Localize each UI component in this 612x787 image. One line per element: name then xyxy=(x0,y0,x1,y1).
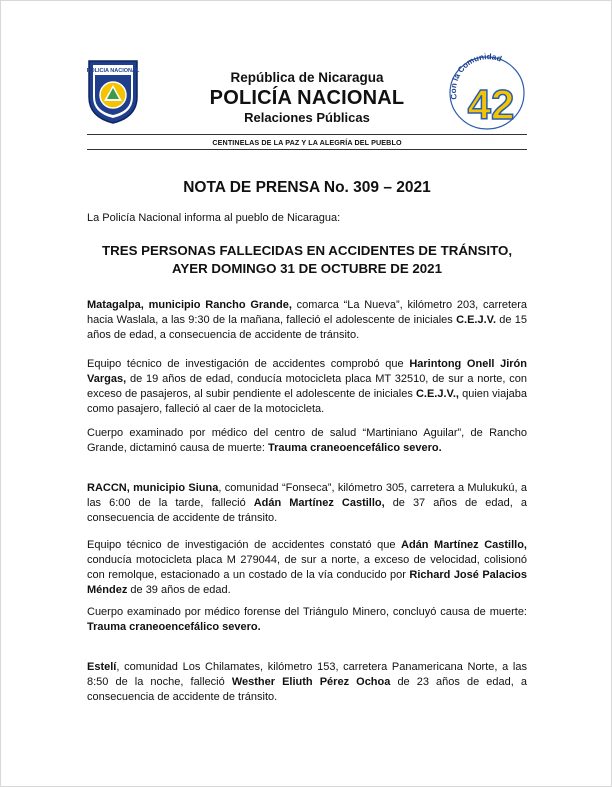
p5-bold-2: Richard José Palacios Méndez xyxy=(87,569,527,596)
p4-bold-1: Adán Martínez Castillo, xyxy=(253,497,385,509)
p2-text-2: de 19 años de edad, conducía motocicleta placa MT 32510, de sur a norte, con exceso de pasajeros, al subir pendiente el adolescente de iniciales xyxy=(87,373,527,400)
header-rule-top xyxy=(87,134,527,135)
p2-text-1: Equipo técnico de investigación de accidentes comprobó que xyxy=(87,358,410,370)
paragraph-investigation-1 xyxy=(87,357,527,417)
p7-text-2: de 23 años de edad, a consecuencia de accidente de tránsito. xyxy=(87,676,527,703)
p1-lead: Matagalpa, municipio Rancho Grande, xyxy=(87,299,292,311)
header-rule-bottom xyxy=(87,149,527,150)
header-motto: CENTINELAS DE LA PAZ Y LA ALEGRÍA DEL PUEBLO xyxy=(212,138,402,147)
anniversary-number: 42 xyxy=(467,81,515,128)
p7-bold-1: Westher Eliuth Pérez Ochoa xyxy=(231,676,391,688)
paragraph-esteli xyxy=(87,660,527,705)
paragraph-cause-2 xyxy=(87,605,527,635)
p1-text-1: comarca “La Nueva”, kilómetro 203, carretera hacia Waslala, a las 9:30 de la mañana, falleció el adolescente de iniciales xyxy=(87,299,527,326)
intro-line: La Policía Nacional informa al pueblo de Nicaragua: xyxy=(87,212,341,224)
p3-text-1: Cuerpo examinado por médico del centro de salud “Martiniano Aguilar”, de Rancho Grande, dictaminó causa de muerte: xyxy=(87,427,527,454)
paragraph-matagalpa xyxy=(87,298,527,343)
p2-bold-2: C.E.J.V., xyxy=(415,388,459,400)
p5-text-1: Equipo técnico de investigación de accidentes constató que xyxy=(87,539,401,551)
headline xyxy=(87,242,527,278)
p7-lead: Estelí xyxy=(87,661,117,673)
headline-line-1: TRES PERSONAS FALLECIDAS EN ACCIDENTES DE TRÁNSITO, xyxy=(101,243,513,258)
p5-text-2: conducía motocicleta placa M 279044, de sur a norte, a exceso de velocidad, colisionó con remolque, estacionado a un costado de la vía conducido por xyxy=(87,554,527,581)
paragraph-raccn xyxy=(87,481,527,526)
p5-bold-1: Adán Martínez Castillo, xyxy=(401,539,527,551)
p7-text-1: , comunidad Los Chilamates, kilómetro 153, carretera Panamericana Norte, a las 8:50 de la noche, falleció xyxy=(87,661,527,688)
p4-text-2: de 37 años de edad, a consecuencia de accidente de tránsito. xyxy=(87,497,527,524)
p3-bold-1: Trauma craneoencefálico severo. xyxy=(267,442,442,454)
p6-bold-1: Trauma craneoencefálico severo. xyxy=(87,621,261,633)
p1-text-2: de 15 años de edad, a consecuencia de accidente de tránsito. xyxy=(87,314,527,341)
paragraph-investigation-2 xyxy=(87,538,527,598)
anniversary-42-logo xyxy=(447,53,527,133)
p4-lead: RACCN, municipio Siuna xyxy=(87,482,219,494)
p2-bold-1: Harintong Onell Jirón Vargas, xyxy=(87,358,527,385)
header-org: POLICÍA NACIONAL xyxy=(209,87,405,109)
headline-line-2: AYER DOMINGO 31 DE OCTUBRE DE 2021 xyxy=(172,261,442,276)
header-department: Relaciones Públicas xyxy=(244,110,370,125)
press-release-title: NOTA DE PRENSA No. 309 – 2021 xyxy=(183,179,431,196)
police-shield-logo xyxy=(85,57,141,125)
p4-text-1: , comunidad “Fonseca”, kilómetro 305, carretera a Mulukukú, a las 6:00 de la tarde, falleció xyxy=(87,482,528,509)
shield-logo-text: POLICIA NACIONAL xyxy=(86,68,140,74)
p6-text-1: Cuerpo examinado por médico forense del Triángulo Minero, concluyó causa de muerte: xyxy=(87,606,527,618)
p2-text-3: quien viajaba como pasajero, falleció al caer de la motocicleta. xyxy=(87,388,527,415)
paragraph-cause-1 xyxy=(87,426,527,456)
header-country: República de Nicaragua xyxy=(230,70,384,85)
p5-text-3: de 39 años de edad. xyxy=(127,584,231,596)
p1-bold-1: C.E.J.V. xyxy=(456,314,497,326)
anniversary-logo-text: Con la Comunidad xyxy=(449,53,503,101)
